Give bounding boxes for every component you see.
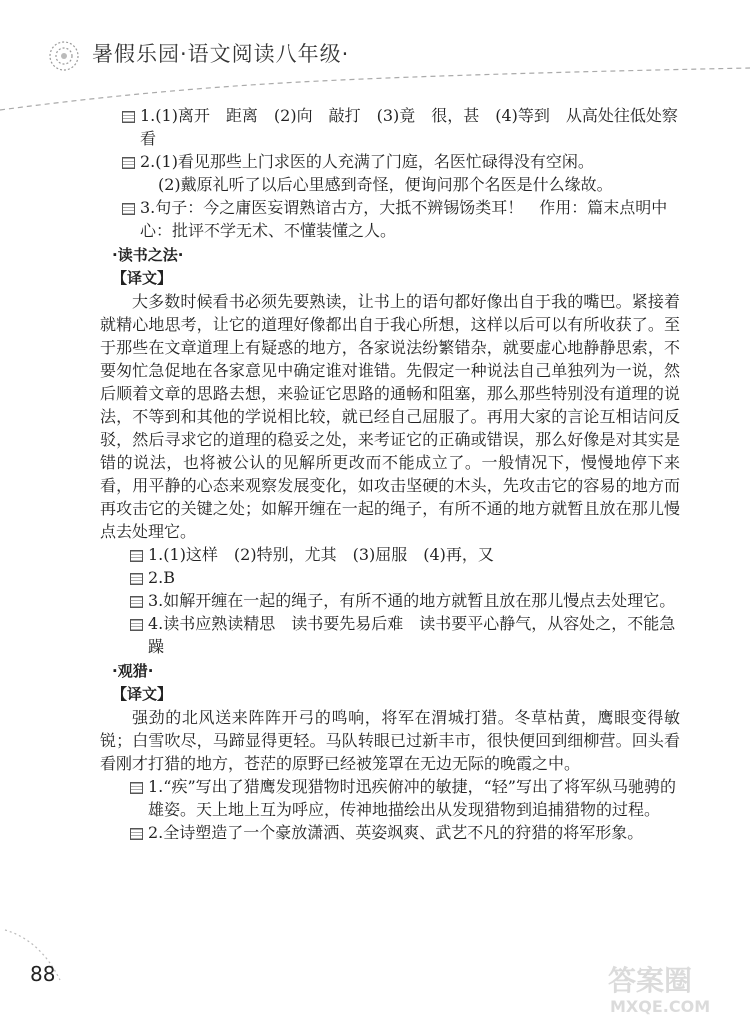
section-1 xyxy=(120,104,680,242)
answer-item: 1.(1)离开 距离 (2)向 敲打 (3)竟 很，甚 (4)等到 从高处往低处察看 xyxy=(120,104,680,150)
svg-text:答案圈: 答案圈 xyxy=(608,964,693,997)
section-3-answers xyxy=(128,775,680,844)
answer-content xyxy=(100,104,680,844)
translation-paragraph: 强劲的北风送来阵阵开弓的鸣响，将军在渭城打猎。冬草枯黄，鹰眼变得敏锐；白雪吹尽，马蹄显得更轻。马队转眼已过新丰市，很快便回到细柳营。回头看看刚才打猎的地方，苍茫的原野已经被笼罩在无边无际的晚霞之中。 xyxy=(100,708,680,773)
section-2 xyxy=(100,244,680,543)
watermark-logo xyxy=(598,958,738,1018)
section-2-answers xyxy=(128,543,680,658)
checkbox-icon xyxy=(130,573,143,585)
translation-label: 【译文】 xyxy=(112,685,173,703)
answer-item: 2.全诗塑造了一个豪放潇洒、英姿飒爽、武艺不凡的狩猎的将军形象。 xyxy=(128,821,680,844)
translation-paragraph: 大多数时候看书必须先要熟读，让书上的语句都好像出自于我的嘴巴。紧接着就精心地思考，让它的道理好像都出自于我心所想，这样以后可以有所收获了。至于那些在文章道理上有疑惑的地方，各家说法纷繁错杂，就要虚心地静静思索，不要匆忙急促地在各家意见中确定谁对谁错。先假定一种说法自己单独列为一说，然后顺着文章的思路去想，来验证它思路的通畅和阻塞，那么那些特别没有道理的说法，不等到和其他的学说相比较，就已经自己屈服了。再用大家的言论互相诘问反驳，然后寻求它的道理的稳妥之处，来考证它的正确或错误，那么好像是对其实是错的说法，也将被公认的见解所更改而不能成立了。一般情况下，慢慢地停下来看，用平静的心态来观察发展变化，如攻击坚硬的木头，先攻击它的容易的地方而再攻击它的关键之处；如解开缠在一起的绳子，有所不通的地方就暂且放在那儿慢点去处理它。 xyxy=(100,292,680,541)
svg-text:MXQE.COM: MXQE.COM xyxy=(610,997,711,1016)
answer-item: 3.如解开缠在一起的绳子，有所不通的地方就暂且放在那儿慢点去处理它。 xyxy=(128,589,680,612)
answer-item: 3.句子：今之庸医妄谓熟谙古方，大抵不辨锡饧类耳！ 作用：篇末点明中心：批评不学无术、不懂装懂之人。 xyxy=(120,196,680,242)
checkbox-icon xyxy=(130,619,143,631)
checkbox-icon xyxy=(130,828,143,840)
answer-item: 1.“疾”写出了猎鹰发现猎物时迅疾俯冲的敏捷，“轻”写出了将军纵马驰骋的雄姿。天上地上互为呼应，传神地描绘出从发现猎物到追捕猎物的过程。 xyxy=(128,775,680,821)
page-number: 88 xyxy=(30,962,56,986)
answer-item: 4.读书应熟读精思 读书要先易后难 读书要平心静气，从容处之，不能急躁 xyxy=(128,612,680,658)
page-header-title: 暑假乐园·语文阅读八年级· xyxy=(92,42,350,66)
section-heading: ·读书之法· xyxy=(112,246,184,264)
checkbox-icon xyxy=(130,596,143,608)
answer-item: 1.(1)这样 (2)特别，尤其 (3)屈服 (4)再，又 xyxy=(128,543,680,566)
checkbox-icon xyxy=(122,111,135,123)
section-3 xyxy=(100,660,680,775)
section-heading: ·观猎· xyxy=(112,662,154,680)
checkbox-icon xyxy=(130,782,143,794)
checkbox-icon xyxy=(122,157,135,169)
answer-item: 2.B xyxy=(128,566,680,589)
checkbox-icon xyxy=(130,550,143,562)
answer-item: (2)戴原礼听了以后心里感到奇怪，便询问那个名医是什么缘故。 xyxy=(158,175,613,194)
answer-item: 2.(1)看见那些上门求医的人充满了门庭，名医忙碌得没有空闲。 xyxy=(120,150,680,173)
checkbox-icon xyxy=(122,203,135,215)
translation-label: 【译文】 xyxy=(112,269,173,287)
